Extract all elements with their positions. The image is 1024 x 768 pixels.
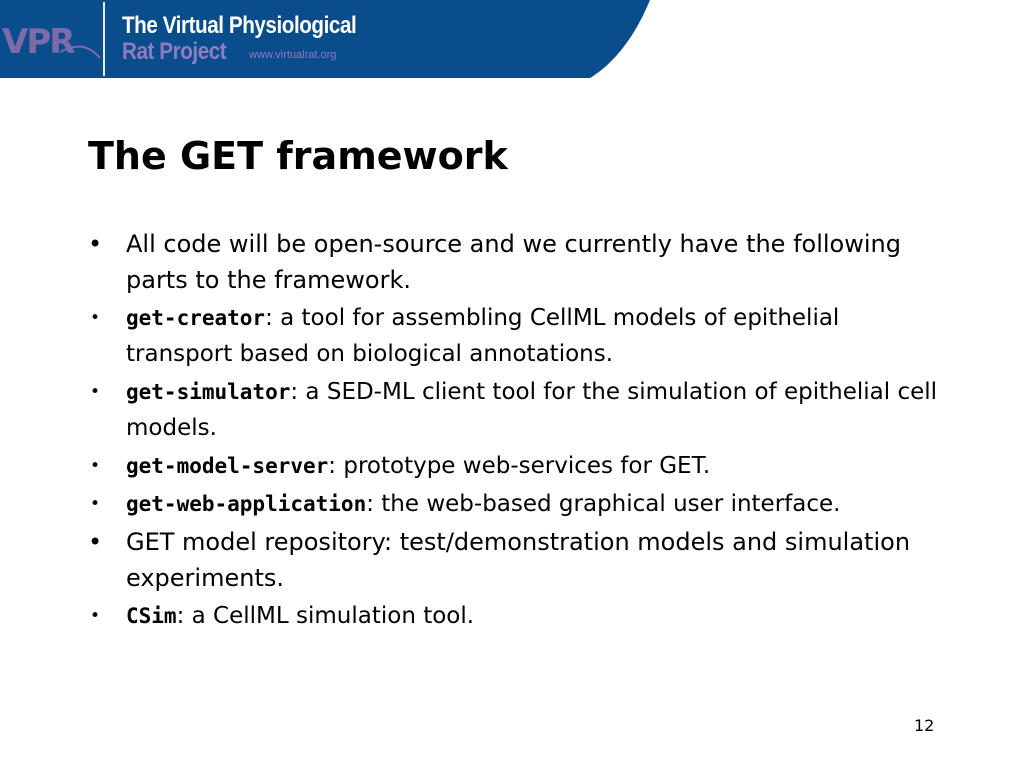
page-number: 12	[914, 716, 935, 735]
bullet-text: GET model repository: test/demonstration models and simulation experiments.	[126, 528, 911, 592]
bullet-text: : the web-based graphical user interface.	[366, 491, 841, 517]
bullet-marker: •	[88, 528, 103, 556]
bullet-marker: •	[90, 456, 101, 476]
bullet-marker: •	[90, 382, 101, 402]
bullet-marker: •	[90, 494, 101, 514]
logo-divider	[103, 2, 105, 76]
bullet-code: get-creator	[126, 306, 266, 330]
bullet-marker: •	[90, 308, 101, 328]
bullet-item	[88, 300, 948, 372]
org-name-line1: The Virtual Physiological	[122, 12, 357, 39]
bullet-marker: •	[88, 230, 103, 258]
bullet-marker: •	[90, 606, 101, 626]
bullet-list	[88, 226, 948, 634]
slide-title: The GET framework	[88, 134, 508, 178]
bullet-code: get-simulator	[126, 380, 291, 404]
bullet-item	[88, 486, 948, 522]
org-url: www.virtualrat.org	[249, 49, 337, 61]
bullet-item	[88, 374, 948, 446]
bullet-text: : prototype web-services for GET.	[328, 453, 711, 479]
bullet-code: get-model-server	[126, 454, 329, 478]
bullet-item	[88, 598, 948, 634]
bullet-code: CSim	[126, 604, 177, 628]
bullet-text: : a CellML simulation tool.	[176, 603, 475, 629]
bullet-item	[88, 448, 948, 484]
bullet-code: get-web-application	[126, 492, 367, 516]
bullet-text: All code will be open-source and we currently have the following parts to the framework.	[126, 230, 901, 294]
bullet-item	[88, 226, 948, 298]
org-name-line2: Rat Project	[122, 38, 227, 65]
vpr-logo: VPR	[2, 22, 74, 62]
bullet-item	[88, 524, 948, 596]
bullet-text: : a tool for assembling CellML models of epithelial transport based on biological annotations.	[126, 305, 840, 367]
header-banner	[0, 0, 660, 78]
bullet-text: : a SED-ML client tool for the simulation of epithelial cell models.	[126, 379, 938, 441]
